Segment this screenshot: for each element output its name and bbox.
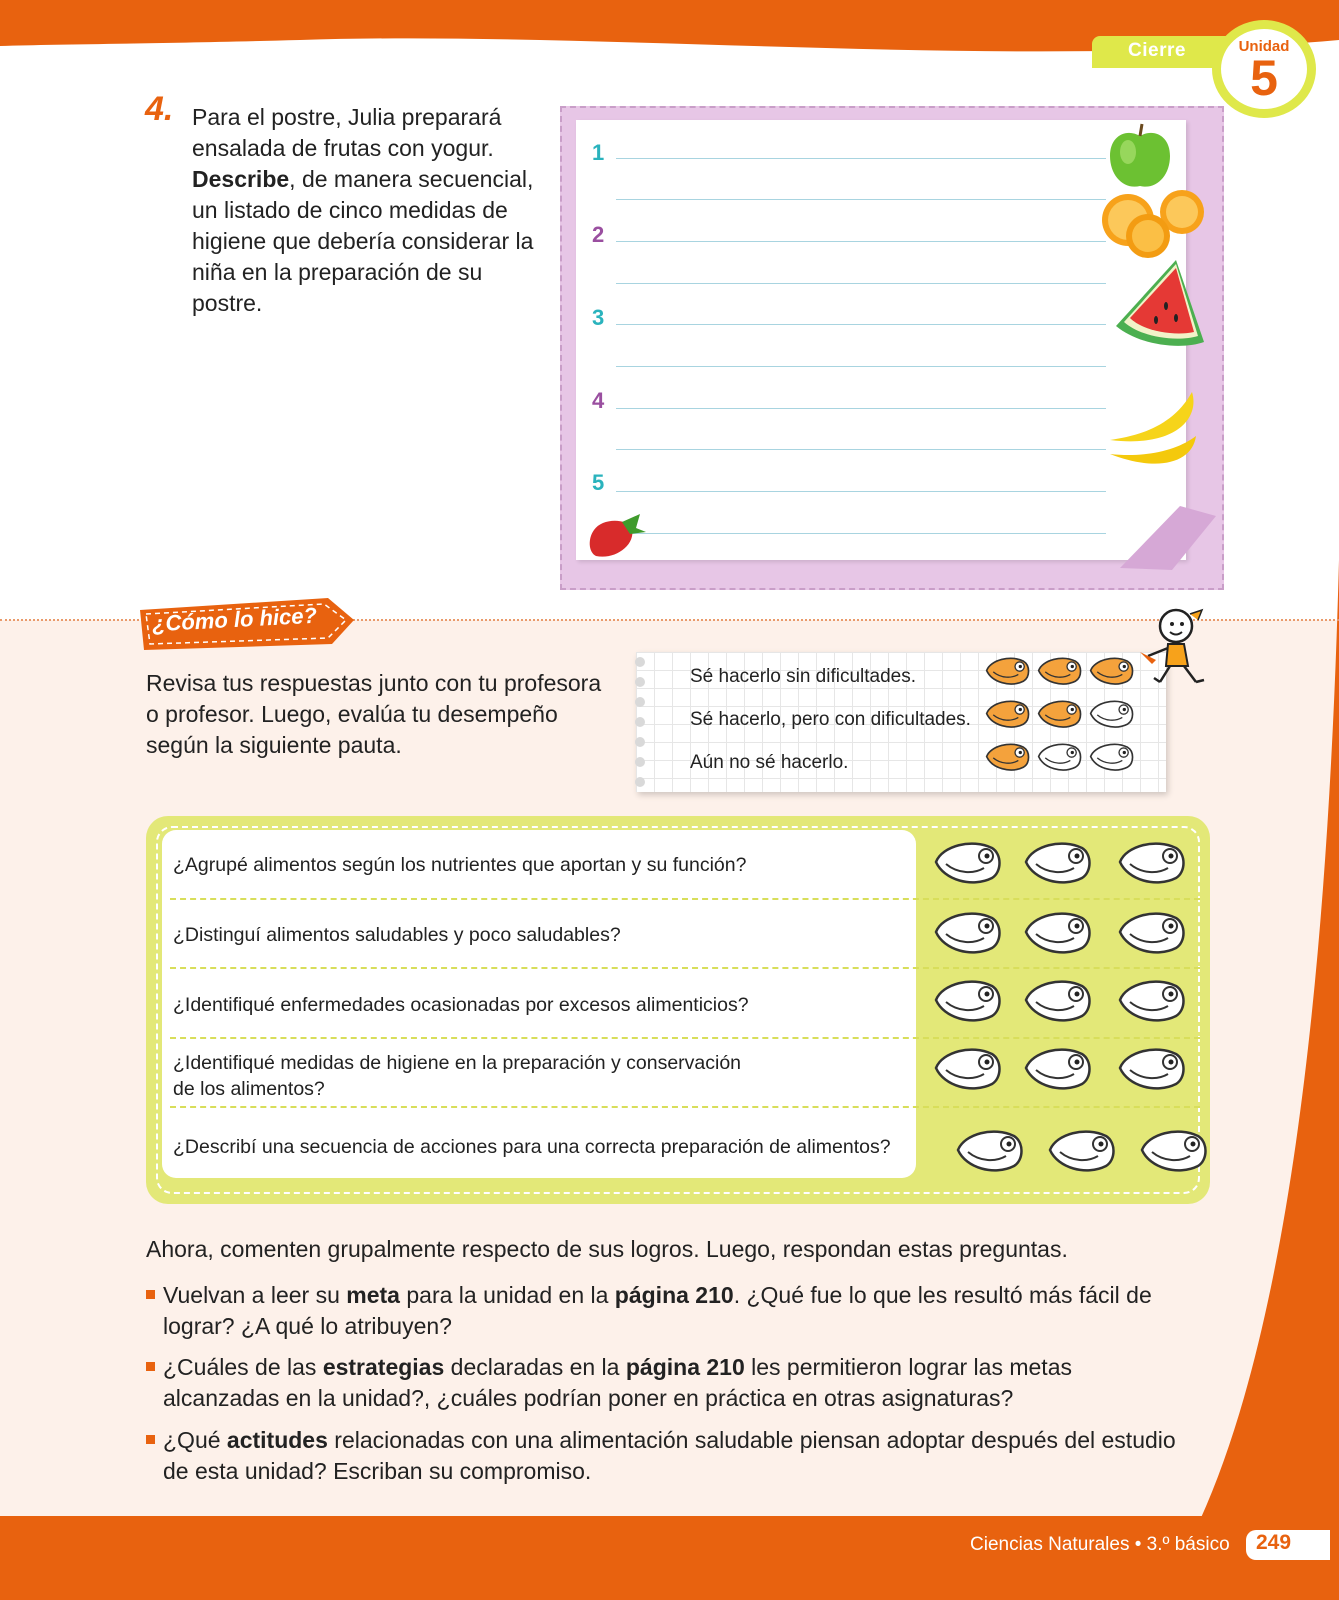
legend-face-icon [987,658,1029,684]
rating-face-icon[interactable] [936,1050,1000,1089]
discussion-bullet-1: Vuelvan a leer su meta para la unidad en la página 210. ¿Qué fue lo que les resultó más fácil de lograr? ¿A qué lo atribuyen? [146,1280,1196,1342]
answer-line-4a[interactable] [616,408,1106,409]
rating-face-icon[interactable] [1142,1132,1206,1171]
rating-face-icon[interactable] [1026,982,1090,1021]
answer-line-3b[interactable] [616,366,1106,367]
rating-face-icon[interactable] [1026,844,1090,883]
section-label: Cierre [1128,40,1186,61]
answer-line-2b[interactable] [616,283,1106,284]
answer-line-1a[interactable] [616,158,1106,159]
notebook-number-4: 4 [592,388,605,413]
page-number: 249 [1256,1531,1292,1554]
legend-label-3: Aún no sé hacerlo. [690,752,849,773]
child-character-icon [1140,606,1220,696]
rating-face-icon[interactable] [1120,982,1184,1021]
answer-line-2a[interactable] [616,241,1106,242]
section-tag-label: ¿Cómo lo hice? [151,602,318,637]
rating-face-icon[interactable] [936,914,1000,953]
rating-face-icon[interactable] [958,1132,1022,1171]
legend-face-icon [1039,744,1081,770]
answer-line-3a[interactable] [616,324,1106,325]
banana-icon [1106,388,1202,478]
legend-face-icons [984,656,1144,786]
answer-line-4b[interactable] [616,449,1106,450]
eval-question-2: ¿Distinguí alimentos saludables y poco saludables? [173,924,621,946]
question-keyword: Describe [192,166,290,192]
eval-question-4-line-1: ¿Identifiqué medidas de higiene en la preparación y conservación [173,1052,742,1074]
rating-face-icon[interactable] [1120,844,1184,883]
legend-face-icon [1039,658,1081,684]
eval-question-3: ¿Identifiqué enfermedades ocasionadas por excesos alimenticios? [173,994,749,1016]
discussion-bullet-3: ¿Qué actitudes relacionadas con una alimentación saludable piensan adoptar después del estudio de esta unidad? Escriban su compromiso. [146,1425,1196,1487]
eval-question-5: ¿Describí una secuencia de acciones para una correcta preparación de alimentos? [173,1136,891,1158]
spiral-binding [632,652,648,792]
answer-line-5a[interactable] [616,491,1106,492]
question-number: 4. [145,90,174,128]
legend-label-2: Sé hacerlo, pero con dificultades. [690,709,971,730]
bullet-square-icon [146,1435,155,1444]
legend-face-icon [1091,658,1133,684]
legend-face-icon [1091,701,1133,727]
notebook-number-3: 3 [592,305,605,330]
discussion-intro: Ahora, comenten grupalmente respecto de sus logros. Luego, respondan estas preguntas. [146,1236,1068,1262]
rating-face-icon[interactable] [936,844,1000,883]
notebook-paper [576,120,1186,560]
legend-face-icon [1039,701,1081,727]
discussion-bullet-2: ¿Cuáles de las estrategias declaradas en la página 210 les permitieron lograr las metas alcanzadas en la unidad?, ¿cuáles podrían poner en práctica en otras asignaturas? [146,1352,1196,1414]
orange-slices-icon [1098,190,1210,260]
rating-face-icon[interactable] [1120,914,1184,953]
eval-question-4-line-2: de los alimentos? [173,1078,325,1100]
unit-number: 5 [1250,50,1278,106]
question-text-after: , de manera secuencial, un listado de cinco medidas de higiene que debería considerar la niña en la preparación de su postre. [192,166,534,316]
page-curl [1120,500,1230,592]
question-text [192,102,542,319]
rating-face-icon[interactable] [1026,1050,1090,1089]
strawberry-icon [584,512,648,564]
rating-face-icon[interactable] [936,982,1000,1021]
question-text-before: Para el postre, Julia preparará ensalada de frutas con yogur. [192,104,502,161]
legend-face-icon [987,701,1029,727]
answer-line-1b[interactable] [616,199,1106,200]
notebook-number-5: 5 [592,470,605,495]
rating-face-icon[interactable] [1026,914,1090,953]
self-check-intro: Revisa tus respuestas junto con tu profesora o profesor. Luego, evalúa tu desempeño según la siguiente pauta. [146,670,602,758]
answer-line-5b[interactable] [616,533,1106,534]
legend-face-icon [987,744,1029,770]
evaluation-face-icons[interactable] [926,838,1216,1190]
watermelon-icon [1112,256,1206,352]
legend-label-1: Sé hacerlo sin dificultades. [690,666,917,687]
unit-label: Unidad [1238,38,1290,55]
bullet-square-icon [146,1362,155,1371]
eval-question-1: ¿Agrupé alimentos según los nutrientes que aportan y su función? [173,854,747,876]
bullet-square-icon [146,1290,155,1299]
notebook-number-1: 1 [592,140,605,165]
footer-subject: Ciencias Naturales • 3.º básico [970,1534,1230,1555]
rating-face-icon[interactable] [1050,1132,1114,1171]
apple-icon [1104,122,1174,194]
legend-face-icon [1091,744,1133,770]
rating-face-icon[interactable] [1120,1050,1184,1089]
notebook-number-2: 2 [592,222,605,247]
